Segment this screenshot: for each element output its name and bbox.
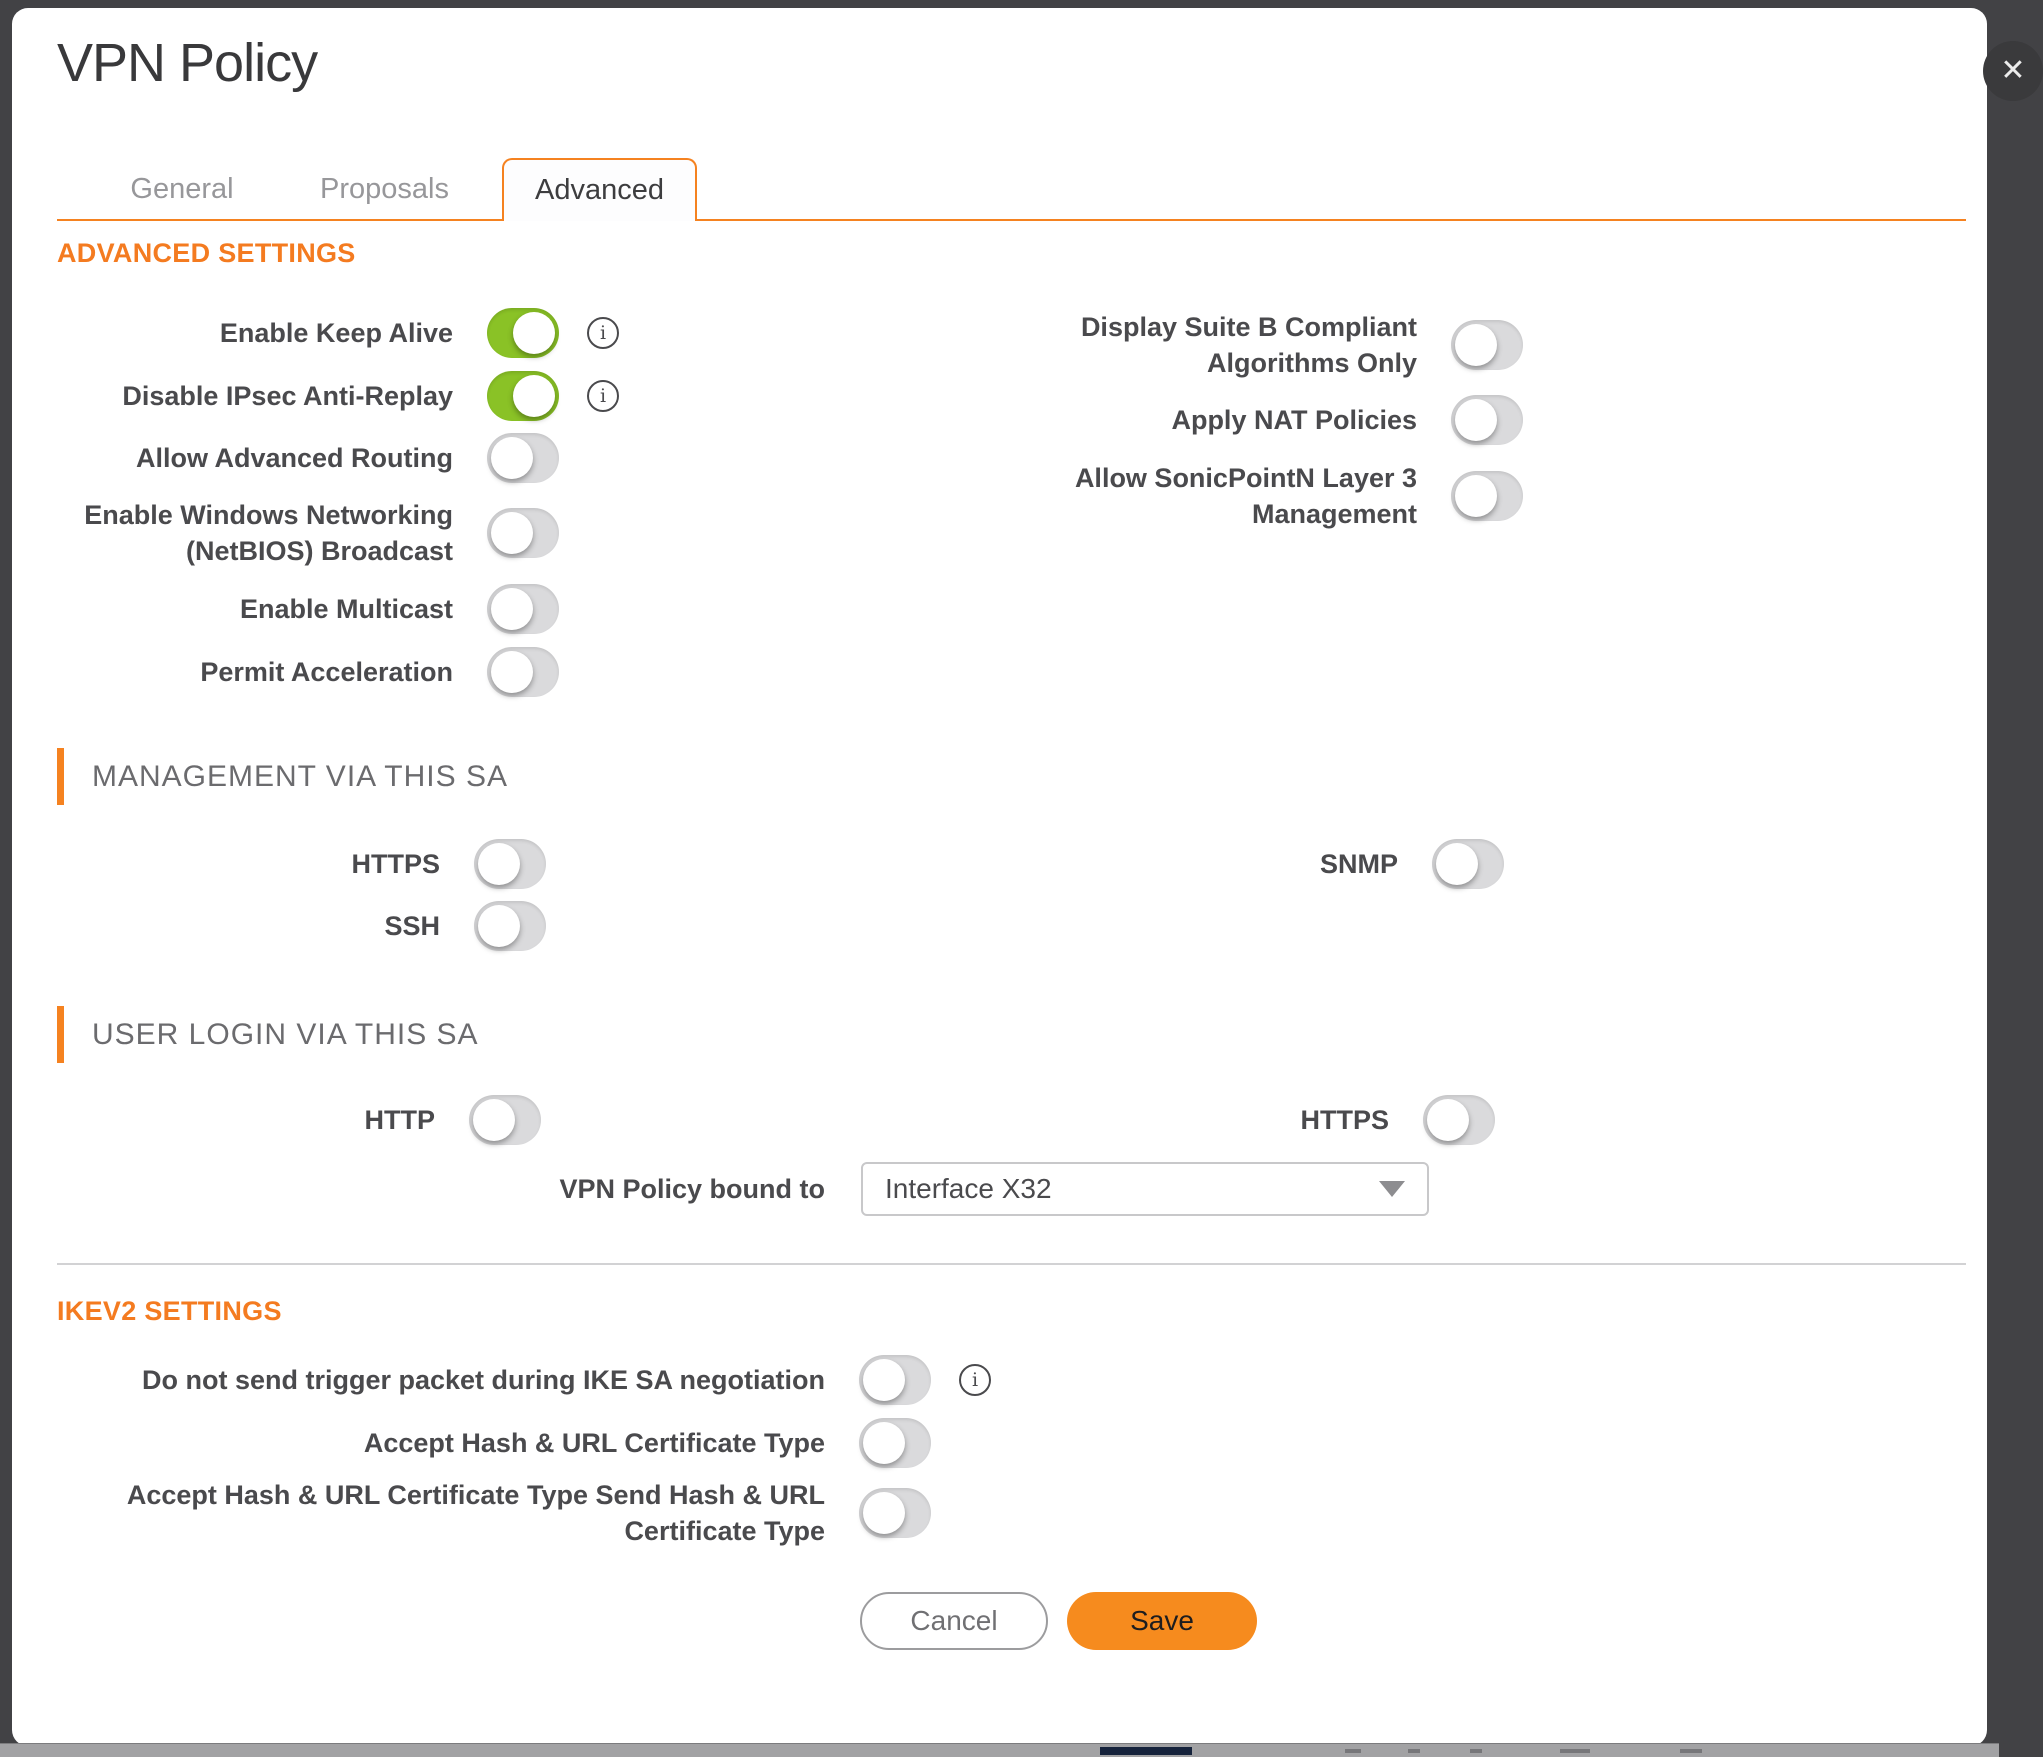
toggle-knob — [513, 312, 555, 354]
row-accept-hash-url-cert — [57, 1407, 931, 1479]
dialog-title: VPN Policy — [57, 33, 318, 93]
row-apply-nat-policies — [1072, 384, 1523, 456]
toggle-knob — [863, 1359, 905, 1401]
allow-advanced-routing-label: Allow Advanced Routing — [136, 443, 453, 473]
vpn-policy-bound-to-label: VPN Policy bound to — [559, 1174, 825, 1204]
toggle-knob — [1455, 399, 1497, 441]
enable-multicast-toggle[interactable] — [487, 584, 559, 634]
row-management-ssh — [57, 890, 546, 962]
vpn-policy-dialog — [12, 8, 2026, 1746]
sonicpointn-layer3-label: Allow SonicPointN Layer 3 Management — [1074, 463, 1417, 529]
disable-ipsec-anti-replay-toggle[interactable] — [487, 371, 559, 421]
row-no-trigger-packet — [57, 1344, 991, 1416]
row-netbios-broadcast — [57, 490, 559, 576]
user-login-http-toggle[interactable] — [469, 1095, 541, 1145]
tab-advanced[interactable]: Advanced — [502, 158, 697, 221]
toggle-knob — [1455, 475, 1497, 517]
cancel-button[interactable]: Cancel — [860, 1592, 1048, 1650]
permit-acceleration-toggle[interactable] — [487, 647, 559, 697]
sonicpointn-layer3-toggle[interactable] — [1451, 471, 1523, 521]
accept-hash-url-cert-label: Accept Hash & URL Certificate Type — [363, 1428, 825, 1458]
row-user-login-http — [57, 1084, 541, 1156]
apply-nat-policies-label: Apply NAT Policies — [1171, 405, 1417, 435]
toggle-knob — [1427, 1099, 1469, 1141]
user-login-https-toggle[interactable] — [1423, 1095, 1495, 1145]
row-vpn-policy-bound-to — [57, 1153, 1429, 1225]
toggle-knob — [1436, 843, 1478, 885]
tab-general[interactable]: General — [130, 173, 234, 205]
toggle-knob — [863, 1422, 905, 1464]
toggle-knob — [491, 651, 533, 693]
enable-keep-alive-toggle[interactable] — [487, 308, 559, 358]
row-enable-keep-alive — [57, 297, 619, 369]
underlying-page-element — [1470, 1749, 1482, 1753]
user-login-https-label: HTTPS — [1300, 1105, 1389, 1135]
permit-acceleration-label: Permit Acceleration — [200, 657, 453, 687]
section-accent-bar — [57, 1006, 64, 1063]
underlying-page-element — [1408, 1749, 1420, 1753]
accept-hash-url-cert-toggle[interactable] — [859, 1418, 931, 1468]
management-ssh-toggle[interactable] — [474, 901, 546, 951]
toggle-knob — [513, 375, 555, 417]
management-snmp-toggle[interactable] — [1432, 839, 1504, 889]
management-https-label: HTTPS — [351, 849, 440, 879]
row-allow-advanced-routing — [57, 422, 559, 494]
tab-proposals[interactable]: Proposals — [320, 173, 449, 205]
accept-send-hash-url-cert-toggle[interactable] — [859, 1488, 931, 1538]
close-icon[interactable]: ✕ — [1983, 41, 2043, 101]
underlying-page-element — [1345, 1749, 1361, 1753]
enable-multicast-label: Enable Multicast — [239, 594, 453, 624]
section-accent-bar — [57, 748, 64, 805]
toggle-knob — [478, 843, 520, 885]
underlying-page-element — [1100, 1747, 1192, 1755]
management-https-toggle[interactable] — [474, 839, 546, 889]
underlying-page-element — [1560, 1749, 1590, 1753]
row-enable-multicast — [57, 573, 559, 645]
no-trigger-packet-toggle[interactable] — [859, 1355, 931, 1405]
underlying-page-element — [1680, 1749, 1702, 1753]
info-icon[interactable]: i — [587, 317, 619, 349]
apply-nat-policies-toggle[interactable] — [1451, 395, 1523, 445]
management-ssh-label: SSH — [384, 911, 440, 941]
row-permit-acceleration — [57, 636, 559, 708]
row-suite-b-compliant — [1072, 302, 1523, 388]
underlying-page-strip — [0, 1743, 1999, 1757]
management-section-title: MANAGEMENT VIA THIS SA — [57, 748, 508, 805]
toggle-knob — [478, 905, 520, 947]
no-trigger-packet-label: Do not send trigger packet during IKE SA negotiation — [141, 1365, 825, 1395]
suite-b-compliant-label: Display Suite B Compliant Algorithms Only — [1080, 312, 1417, 378]
chevron-down-icon — [1379, 1181, 1405, 1197]
user-login-http-label: HTTP — [364, 1105, 435, 1135]
toggle-knob — [1455, 324, 1497, 366]
row-sonicpointn-layer3 — [1072, 453, 1523, 539]
selected-interface-value: Interface X32 — [885, 1173, 1052, 1204]
advanced-settings-heading: ADVANCED SETTINGS — [57, 238, 356, 268]
row-management-snmp — [1072, 828, 1504, 900]
toggle-knob — [473, 1099, 515, 1141]
row-user-login-https — [1072, 1084, 1495, 1156]
allow-advanced-routing-toggle[interactable] — [487, 433, 559, 483]
user-login-section-title: USER LOGIN VIA THIS SA — [57, 1006, 479, 1063]
management-snmp-label: SNMP — [1319, 849, 1398, 879]
vpn-policy-bound-to-select[interactable] — [861, 1162, 1429, 1216]
ikev2-settings-heading: IKEV2 SETTINGS — [57, 1296, 282, 1326]
info-icon[interactable]: i — [959, 1364, 991, 1396]
info-icon[interactable]: i — [587, 380, 619, 412]
disable-ipsec-anti-replay-label: Disable IPsec Anti-Replay — [122, 381, 453, 411]
save-button[interactable]: Save — [1067, 1592, 1257, 1650]
section-divider — [57, 1263, 1966, 1265]
enable-keep-alive-label: Enable Keep Alive — [219, 318, 453, 348]
toggle-knob — [491, 437, 533, 479]
accept-send-hash-url-cert-label: Accept Hash & URL Certificate Type Send Hash & URL Certificate Type — [126, 1480, 825, 1546]
toggle-knob — [491, 588, 533, 630]
netbios-broadcast-label: Enable Windows Networking (NetBIOS) Broadcast — [84, 500, 453, 566]
suite-b-compliant-toggle[interactable] — [1451, 320, 1523, 370]
netbios-broadcast-toggle[interactable] — [487, 508, 559, 558]
toggle-knob — [863, 1492, 905, 1534]
row-accept-send-hash-url-cert — [57, 1470, 931, 1556]
toggle-knob — [491, 512, 533, 554]
